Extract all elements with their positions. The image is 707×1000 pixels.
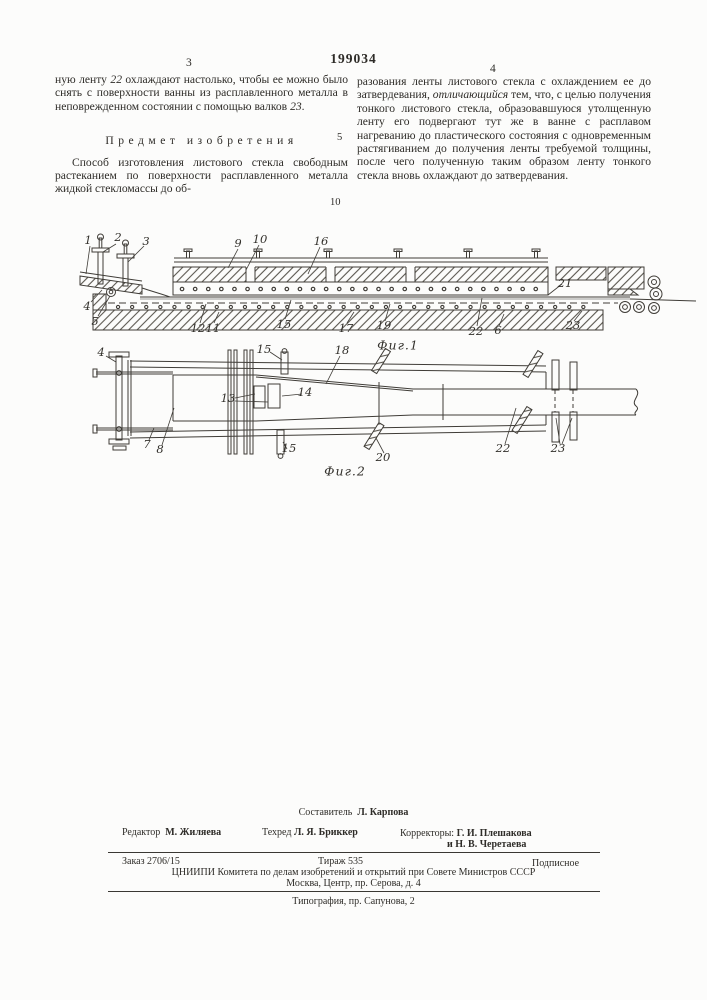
figure-reference: 23 bbox=[290, 99, 302, 113]
patent-number: 199034 bbox=[330, 51, 377, 66]
compiler-line bbox=[0, 807, 707, 819]
column-number-left: 3 bbox=[186, 57, 192, 69]
fig2-callout-13: 13 bbox=[220, 391, 236, 405]
fig1-callout-22: 22 bbox=[468, 324, 484, 338]
fig2-callout-7: 7 bbox=[143, 437, 151, 451]
fig2-callout-8: 8 bbox=[156, 442, 164, 456]
fig1-callout-23: 23 bbox=[565, 318, 581, 332]
fig1-callout-17: 17 bbox=[338, 321, 354, 335]
fig2-callout-15: 15 bbox=[281, 441, 297, 455]
body-text: разования ленты листового стекла с охлаждением ее до затвердевания, bbox=[357, 75, 651, 102]
printing-house-line: Типография, пр. Сапунова, 2 bbox=[292, 896, 415, 907]
organization-line: ЦНИИПИ Комитета по делам изобретений и открытий при Совете Министров СССР bbox=[171, 867, 536, 878]
body-text: ную ленту bbox=[55, 73, 111, 86]
line-number-10: 10 bbox=[330, 197, 341, 208]
fig1-callout-15: 15 bbox=[276, 317, 292, 331]
corrector-name-1: Г. И. Плешакова bbox=[456, 828, 532, 839]
fig1-callout-11: 11 bbox=[205, 321, 221, 335]
fig1-callout-10: 10 bbox=[252, 232, 268, 246]
column-number-right: 4 bbox=[490, 63, 496, 75]
fig2-callout-4: 4 bbox=[97, 345, 105, 359]
fig2-callout-15: 15 bbox=[256, 342, 272, 356]
fig2-callout-22: 22 bbox=[495, 441, 511, 455]
fig1-callout-4: 4 bbox=[83, 299, 91, 313]
order-number: Заказ 2706/15 bbox=[122, 856, 180, 867]
correctors-label: Корректоры: bbox=[400, 828, 455, 839]
techred-name: Л. Я. Бриккер bbox=[293, 827, 358, 838]
claim-paragraph-start: Способ изготовления листового стекла свободным растеканием по поверхности расплавленного металла жидкой стекломассы до об- bbox=[55, 155, 348, 196]
address-line: Москва, Центр, пр. Серова, д. 4 bbox=[286, 878, 421, 889]
fig2-callout-20: 20 bbox=[375, 450, 391, 464]
fig1-callout-9: 9 bbox=[234, 236, 242, 250]
compiler-label: Составитель bbox=[298, 807, 353, 818]
print-run: Тираж 535 bbox=[318, 856, 364, 867]
fig1-callout-12: 12 bbox=[190, 321, 206, 335]
subject-of-invention-heading: Предмет изобретения bbox=[105, 134, 298, 148]
fig2-drawing bbox=[78, 348, 703, 466]
fig2-caption: Фиг.2 bbox=[324, 463, 366, 479]
footer-rule-bottom bbox=[108, 891, 600, 892]
fig1-callout-1: 1 bbox=[84, 233, 92, 247]
fig1-caption: Фиг.1 bbox=[377, 337, 419, 353]
figure-reference: 22 bbox=[110, 73, 122, 86]
fig1-callout-3: 3 bbox=[142, 234, 150, 248]
fig2-callout-14: 14 bbox=[297, 385, 313, 399]
corrector-name-2: и Н. В. Черетаева bbox=[447, 839, 527, 850]
claim-emphasis: отличающийся bbox=[432, 88, 509, 102]
compiler-name: Л. Карпова bbox=[357, 807, 409, 818]
editor-name: М. Жиляева bbox=[165, 827, 222, 838]
left-column bbox=[55, 73, 348, 196]
techred-line bbox=[262, 827, 358, 839]
fig1-callout-6: 6 bbox=[494, 323, 502, 337]
body-text: . bbox=[301, 99, 305, 113]
fig1-callout-5: 5 bbox=[91, 314, 99, 328]
right-column bbox=[357, 75, 651, 182]
correctors-line-2 bbox=[447, 839, 526, 851]
correctors-line bbox=[400, 828, 532, 840]
body-text: охлаждают настолько, чтобы ее можно было снять с поверхности ванны из расплавленного металла в неповрежденном состоянии с помощью валков bbox=[55, 73, 348, 113]
fig1-callout-21: 21 bbox=[557, 276, 573, 290]
fig1-callout-19: 19 bbox=[376, 318, 392, 332]
subscription-note: Подписное bbox=[532, 858, 580, 869]
line-number-5: 5 bbox=[337, 132, 343, 143]
fig2-callout-18: 18 bbox=[334, 343, 350, 357]
paragraph-continuation bbox=[55, 73, 348, 113]
claim-paragraph-end bbox=[357, 75, 651, 182]
editor-label: Редактор bbox=[122, 827, 161, 838]
footer-rule-top bbox=[108, 852, 600, 853]
fig1-callout-16: 16 bbox=[313, 234, 329, 248]
techred-label: Техред bbox=[262, 827, 292, 838]
body-text: тем, что, с целью получения тонкого листового стекла, образовавшуюся утолщенную ленту его подвергают тут же в ванне с расплавом нагреванию до пластического состояния с одновременным растягиванием до получения ленты требуемой толщины, после чего полученную таким образом ленту тонкого стекла вновь охлаждают до затвердевания. bbox=[357, 88, 651, 182]
editor-line bbox=[122, 827, 221, 839]
fig2-callout-23: 23 bbox=[550, 441, 566, 455]
fig1-callout-2: 2 bbox=[114, 230, 122, 244]
